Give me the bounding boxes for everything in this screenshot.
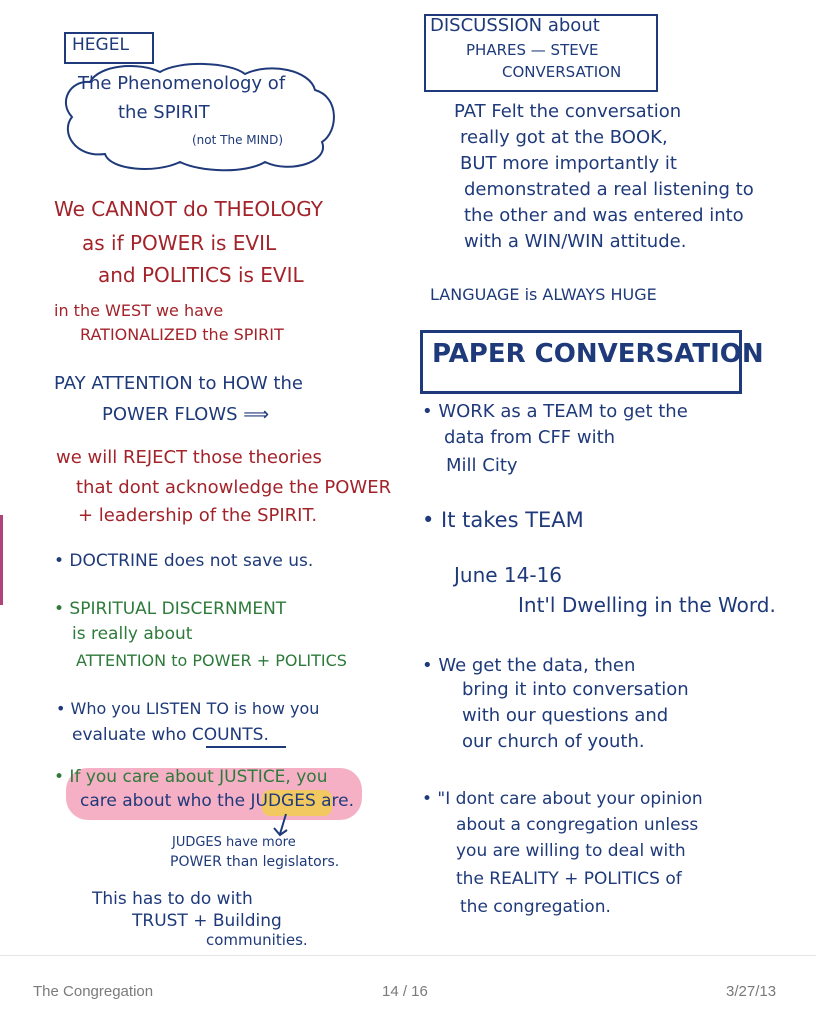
data-line-4: our church of youth. [462,731,645,752]
hegel-label: HEGEL [72,35,129,55]
doctrine-line: • DOCTRINE does not save us. [54,551,314,571]
judges-line-1: JUDGES have more [172,835,296,850]
trust-line-2: TRUST + Building [132,911,282,931]
trust-line-3: communities. [206,931,308,949]
discussion-line-2: PHARES — STEVE [466,41,599,59]
discussion-line-3: CONVERSATION [502,63,622,81]
discern-line-3: ATTENTION to POWER + POLITICS [76,651,347,670]
document-title: The Congregation [33,983,154,1000]
pat-line-1: PAT Felt the conversation [454,101,682,122]
paper-conversation-title: PAPER CONVERSATION [432,339,764,369]
quote-line-4: the REALITY + POLITICS of [456,869,682,889]
pat-line-2: really got at the BOOK, [460,127,668,148]
justice-line-1: • If you care about JUSTICE, you [54,767,328,787]
counts-underline [206,746,286,748]
discern-line-1: • SPIRITUAL DISCERNMENT [54,599,287,619]
trust-line-1: This has to do with [92,889,253,909]
footer-bar [0,955,816,1025]
judges-line-2: POWER than legislators. [170,854,340,870]
quote-line-2: about a congregation unless [456,815,699,835]
discussion-line-1: DISCUSSION about [430,15,600,36]
theology-line-1: We CANNOT do THEOLOGY [54,197,323,221]
cloud-text-1: The Phenomenology of [78,73,286,94]
team-line-1: • WORK as a TEAM to get the [422,401,688,422]
quote-line-3: you are willing to deal with [456,841,686,861]
pat-line-4: demonstrated a real listening to [464,179,754,200]
june-line-2: Int'l Dwelling in the Word. [518,593,776,617]
page-counter: 14 / 16 [382,983,428,1000]
cloud-text-2: the SPIRIT [118,102,210,123]
reject-line-1: we will REJECT those theories [56,447,322,468]
reject-line-3: + leadership of the SPIRIT. [78,505,318,526]
data-line-1: • We get the data, then [422,655,636,676]
power-line-2: POWER FLOWS ⟹ [102,404,270,425]
team-line-2: data from CFF with [444,427,616,448]
document-date: 3/27/13 [726,983,777,1000]
theology-line-3: and POLITICS is EVIL [98,263,304,287]
team-line-3: Mill City [446,455,518,476]
quote-line-5: the congregation. [460,897,611,917]
pat-line-3: BUT more importantly it [460,153,677,174]
june-line-1: June 14-16 [454,563,563,587]
listen-line-1: • Who you LISTEN TO is how you [56,699,320,718]
cloud-text-3: (not The MIND) [192,133,284,147]
listen-line-2: evaluate who COUNTS. [72,725,269,745]
west-line-2: RATIONALIZED the SPIRIT [80,325,284,344]
discern-line-2: is really about [72,624,193,644]
takes-team-line: • It takes TEAM [422,508,584,532]
margin-mark [0,515,3,605]
data-line-2: bring it into conversation [462,679,689,700]
pat-line-6: with a WIN/WIN attitude. [464,231,687,252]
justice-line-2: care about who the JUDGES are. [80,791,355,811]
pat-line-5: the other and was entered into [464,205,744,226]
data-line-3: with our questions and [462,705,669,726]
west-line-1: in the WEST we have [54,301,224,320]
power-line-1: PAY ATTENTION to HOW the [54,373,303,394]
quote-line-1: • "I dont care about your opinion [422,789,703,809]
theology-line-2: as if POWER is EVIL [82,231,277,255]
language-line: LANGUAGE is ALWAYS HUGE [430,285,657,304]
reject-line-2: that dont acknowledge the POWER [76,477,392,498]
